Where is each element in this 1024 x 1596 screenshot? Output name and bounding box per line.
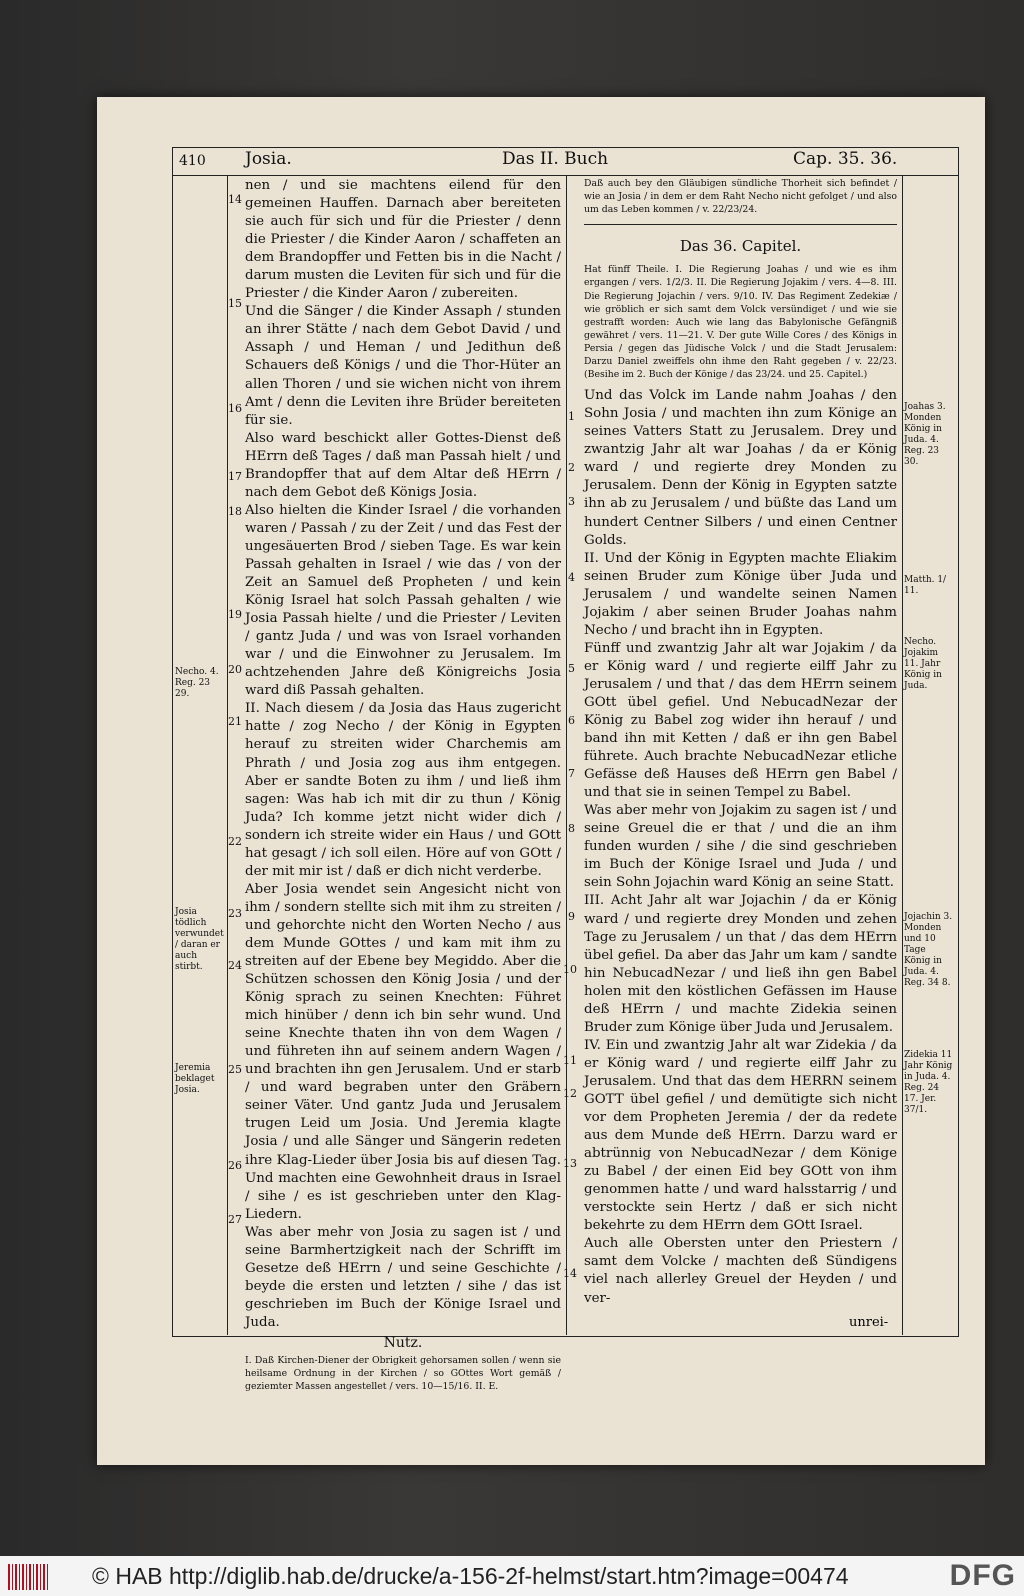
verse-number: 10 [563,963,577,976]
verse-number: 16 [228,402,242,415]
verse-number: 24 [228,959,242,972]
paragraph: Und das Volck im Lande nahm Joahas / den Sohn Josia / und machten ihn zum Könige an seines Vatters Statt zu Jerusalem. Drey und zwantzig Jahr alt war Joahas / da er König ward / und regierte drey Monden zu Jerusalem. Denn der König in Egypten satzte ihn ab zu Jerusalem / und büßte das Land um hundert Centner Silbers / und einen Centner Golds. [584,388,897,548]
footer-bar [0,1556,1024,1596]
verse-number: 12 [563,1087,577,1100]
margin-note: Joahas 3. Monden König in Juda. 4. Reg. 23 30. [904,402,946,467]
verse-number: 5 [568,662,575,675]
chapter-title: Das 36. Capitel. [679,237,802,256]
paragraph: Auch alle Obersten unter den Priestern / samt dem Volcke / machten deß Sündigens viel nach allerley Greuel der Heyden / und ver- [584,1236,897,1306]
right-margin-rule [902,175,903,1335]
verse-number: 21 [228,715,242,728]
catchword: unrei- [849,1315,889,1330]
paragraph: II. Und der König in Egypten machte Eliakim seinen Bruder zum Könige über Juda und Jerusalem / und wandelte seinen Namen Jojakim / aber seinen Bruder Joahas nahm Necho / und bracht ihn in Egypten. [584,550,897,638]
margin-note: Zidekia 11 Jahr König in Juda. 4. Reg. 24 17. Jer. 37/1. [904,1050,953,1115]
nutz-heading: Nutz. [383,1335,423,1351]
section-rule [584,224,897,225]
verse-number: 1 [568,410,575,423]
verse-number: 14 [228,193,242,206]
paragraph: III. Acht Jahr alt war Jojachin / da er König ward / und regierte drey Monden und zehen Tage zu Jerusalem / un that / das dem HErrn übel gefiel. Da aber das Jahr um kam / sandte hin NebucadNezar / und ließ ihn gen Babel holen mit den köstlichen Gefässen im Hause deß HErrn / und machte Zidekia seinen Bruder zum Könige über Juda und Jerusalem. [584,893,897,1035]
book-page [97,97,985,1465]
verse-number: 25 [228,1063,242,1076]
verse-number: 23 [228,907,242,920]
verse-number: 11 [563,1054,577,1067]
right-column [584,177,897,1332]
paragraph: IV. Ein und zwantzig Jahr alt war Zidekia / da er König ward / und regierte eilff Jahr zu Jerusalem. Und that das dem HERRN seinem GOTT übel gefiel / und demütigte sich nicht vor dem Propheten Jeremia / der da redete aus dem Munde deß HErrn. Darzu ward er abtrünnig von NebucadNezar / dem Könige zu Babel / der einen Eid bey GOtt von ihm genommen hatte / und ward halsstarrig / und verstockte sein Hertz / daß er sich nicht bekehrte zu dem HErrn dem GOtt Israel. [584,1037,897,1234]
verse-number: 17 [228,470,242,483]
verse-number: 2 [568,461,575,474]
verse-number: 19 [228,608,242,621]
barcode-logo-icon [8,1564,48,1590]
source-link[interactable]: © HAB http://diglib.hab.de/drucke/a-156-2f-helmst/start.htm?image=00474 [92,1563,849,1589]
paragraph: II. Nach diesem / da Josia das Haus zugericht hatte / zog Necho / der König in Egypten herauf zu streiten wider Charchemis am Phrath / und Josia zog aus ihm entgegen. Aber er sandte Boten zu ihm / und ließ ihm sagen: Was hab ich mit dir zu thun / König Juda? Ich komme jetzt nicht wider dich / sondern ich streite wider ein Haus / und GOtt hat gesagt / ich soll eilen. Höre auf von GOtt / der mit mir ist / daß er dich nicht verderbe. [245,701,561,879]
verse-number: 8 [568,822,575,835]
left-column [245,177,561,1393]
verse-number: 3 [568,495,575,508]
verse-number: 27 [228,1213,242,1226]
verse-number: 22 [228,835,242,848]
margin-note: Necho. 4. Reg. 23 29. [175,667,219,699]
chapter-summary: Hat fünff Theile. I. Die Regierung Joahas / und wie es ihm ergangen / vers. 1/2/3. II. Die Regierung Jojakim / vers. 4—8. III. Die Regierung Jojachin / vers. 9/10. IV. Das Regiment Zedekiæ / wie gröblich er sich samt dem Volck versündiget / und wie sie gestrafft worden: Auch wie lang das Babylonische Gefängniß gewähret / vers. 11—21. V. Der gute Wille Cores / des Königs in Persia / gegen das Jüdische Volck / und die Stadt Jerusalem: Darzu Daniel zweiffels ohn ihme den Raht gegeben / v. 22/23. (Besihe im 2. Buch der Könige / das 23/24. und 25. Capitel.) [584,264,897,381]
nutz-text: I. Daß Kirchen-Diener der Obrigkeit gehorsamen sollen / wenn sie heilsame Ordnung in der Kirchen / so GOttes Wort gemäß / geziemter Massen angestellet / vers. 10—15/16. II. E. [245,1355,561,1393]
paragraph: Also ward beschickt aller Gottes-Dienst deß HErrn deß Tages / daß man Passah hielt / und Brandopffer that auf dem Altar deß HErrn / nach dem Gebot deß Königs Josia. [245,430,561,500]
verse-number: 7 [568,767,575,780]
paragraph: Und die Sänger / die Kinder Assaph / stunden an ihrer Stätte / nach dem Gebot David / und Assaph / und Heman / und Jedithun deß Schauers deß Königs / und die Thor-Hüter an allen Thoren / und sie wichen nicht von ihrem Amt / denn die Leviten ihre Brüder bereiteten für sie. [245,304,561,428]
verse-number: 18 [228,505,242,518]
verse-number: 26 [228,1159,242,1172]
page-number: 410 [179,153,206,169]
paragraph: Fünff und zwantzig Jahr alt war Jojakim / da er König ward / und regierte eilff Jahr zu Jerusalem / und that / das dem HErrn seinem GOtt übel gefiel. Und NebucadNezar der König zu Babel zog wider ihn herauf / und band ihn mit Ketten / daß er ihn gen Babel führete. Auch brachte NebucadNezar etliche Gefässe deß Hauses deß HErrn gen Babel / und that sie in seinen Tempel zu Babel. [584,640,897,801]
running-title: Josia. [245,149,292,169]
paragraph: Also hielten die Kinder Israel / die vorhanden waren / Passah / zu der Zeit / und das Fest der ungesäuerten Brod / sieben Tage. Es war kein Passah gehalten in Israel / wie das / von der Zeit an Samuel deß Propheten / und kein König Israel hat solch Passah gehalten / wie Josia Passah hielte / und die Priester / Leviten / gantz Juda / und was von Israel vorhanden war / und die Einwohner zu Jerusalem. Im achtzehenden Jahre deß Königreichs Josia ward diß Passah gehalten. [245,502,561,699]
intro-note: Daß auch bey den Gläubigen sündliche Thorheit sich befindet / wie an Josia / in dem er dem Raht Necho nicht gefolget / und also um das Leben kommen / v. 22/23/24. [584,178,897,216]
paragraph: Aber Josia wendet sein Angesicht nicht von ihm / sondern stellte sich mit ihm zu streiten / und gehorchte nicht den Worten Necho / aus dem Munde GOttes / und kam mit ihm zu streiten auf der Ebene bey Megiddo. Aber die Schützen schossen den König Josia / und der König sprach zu seinen Knechten: Führet mich hinüber / denn ich bin sehr wund. Und seine Knechte thaten ihn von dem Wagen / und führeten ihn auf seinem andern Wagen / und brachten ihn gen Jerusalem. Und er starb / und ward begraben unter den Gräbern seiner Väter. Und gantz Juda und Jerusalem trugen Leid um Josia. Und Jeremia klagte Josia / und alle Sänger und Sängerin redeten ihre Klag-Lieder über Josia bis auf diesen Tag. Und machten eine Gewohnheit draus in Israel / sihe / es ist geschrieben unter den Klag-Liedern. [245,881,561,1222]
paragraph: nen / und sie machtens eilend für den gemeinen Hauffen. Darnach aber bereiteten sie auch für sich und für die Priester / denn die Priester / die Kinder Aaron / schaffeten an dem Brandopffer und Fetten bis in die Nacht / darum musten die Leviten für sich und für die Priester / die Kinder Aaron / zubereiten. [245,178,561,302]
verse-number: 4 [568,571,575,584]
margin-note: Josia tödlich verwundet / daran er auch stirbt. [175,907,224,972]
verse-number: 13 [563,1157,577,1170]
margin-note: Necho. Jojakim 11. Jahr König in Juda. [904,637,942,691]
verse-number: 15 [228,297,242,310]
margin-note: Matth. 1/ 11. [904,575,947,596]
paragraph: Was aber mehr von Josia zu sagen ist / und seine Barmhertzigkeit nach der Schrifft im Gesetze deß HErrn / und seine Geschichte / beyde die ersten und letzten / sihe / das ist geschrieben im Buch der Könige Israel und Juda. [245,1224,561,1330]
chapter-reference: Cap. 35. 36. [793,149,898,169]
verse-number: 6 [568,714,575,727]
verse-number: 9 [568,910,575,923]
verse-number: 20 [228,663,242,676]
paragraph: Was aber mehr von Jojakim zu sagen ist / und seine Greuel die er that / und die an ihm funden wurden / sihe / die sind geschrieben im Buch der Könige Israel und Juda / und sein Sohn Jojachin ward König an seine Statt. [584,803,897,891]
book-title: Das II. Buch [502,149,609,169]
verse-number: 14 [563,1267,577,1280]
margin-note: Jeremia beklaget Josia. [175,1063,215,1095]
margin-note: Jojachin 3. Monden und 10 Tage König in Juda. 4. Reg. 34 8. [904,912,953,988]
dfg-logo: DFG [949,1559,1016,1592]
